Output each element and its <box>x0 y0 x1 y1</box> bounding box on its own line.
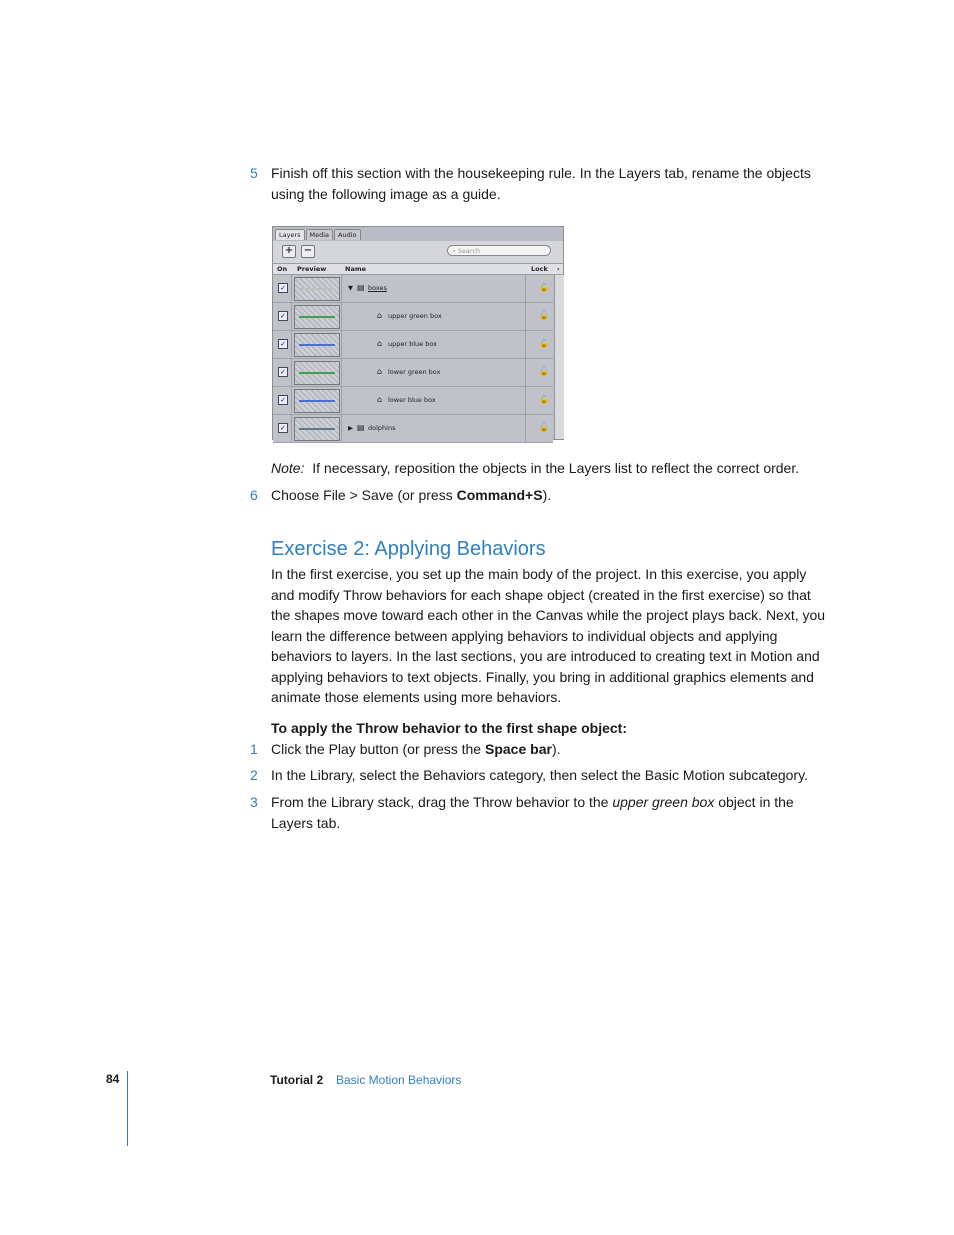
step-number: 3 <box>250 794 258 810</box>
lock-icon[interactable]: 🔓 <box>539 395 549 404</box>
lock-icon[interactable]: 🔓 <box>539 423 549 432</box>
page-number: 84 <box>106 1072 120 1086</box>
shape-icon: ⌂ <box>377 339 383 348</box>
layer-row[interactable] <box>273 331 553 359</box>
task-heading: To apply the Throw behavior to the first shape object: <box>271 720 627 736</box>
layers-panel-screenshot <box>272 226 564 440</box>
footer-divider <box>127 1071 128 1146</box>
step-text: From the Library stack, drag the Throw behavior to the upper green box object in the Layers tab. <box>271 794 794 831</box>
step-number: 6 <box>250 487 258 503</box>
col-lock: Lock <box>531 265 548 273</box>
shape-icon: ⌂ <box>377 395 383 404</box>
note <box>271 458 831 479</box>
visibility-checkbox[interactable]: ✓ <box>278 367 288 377</box>
group-icon: ▤ <box>357 283 365 292</box>
scrollbar[interactable] <box>554 275 564 439</box>
layer-row[interactable] <box>273 359 553 387</box>
group-icon: ▤ <box>357 423 365 432</box>
shape-icon: ⌂ <box>377 311 383 320</box>
layer-name[interactable]: dolphins <box>368 424 396 432</box>
add-layer-button[interactable]: + <box>282 245 296 258</box>
layer-row[interactable] <box>273 415 553 443</box>
step-number: 1 <box>250 741 258 757</box>
step-number: 5 <box>250 165 258 181</box>
layer-name[interactable]: lower green box <box>388 368 441 376</box>
layer-name[interactable]: upper blue box <box>388 340 437 348</box>
step-text: Click the Play button (or press the Space bar). <box>271 741 561 757</box>
layer-name[interactable]: boxes <box>368 284 387 292</box>
step-text: Choose File > Save (or press Command+S). <box>271 487 552 503</box>
visibility-checkbox[interactable]: ✓ <box>278 395 288 405</box>
panel-tabs <box>275 229 362 240</box>
layer-thumbnail <box>294 277 340 301</box>
layer-name[interactable]: upper green box <box>388 312 442 320</box>
lock-icon[interactable]: 🔓 <box>539 283 549 292</box>
lock-icon[interactable]: 🔓 <box>539 367 549 376</box>
layer-thumbnail <box>294 389 340 413</box>
expand-arrow-icon[interactable]: › <box>557 265 560 273</box>
panel-toolbar <box>273 241 563 264</box>
section-heading: Exercise 2: Applying Behaviors <box>271 538 546 560</box>
tab-audio[interactable]: Audio <box>334 229 360 240</box>
layer-thumbnail <box>294 305 340 329</box>
lock-icon[interactable]: 🔓 <box>539 311 549 320</box>
layer-thumbnail <box>294 333 340 357</box>
step-text: In the Library, select the Behaviors category, then select the Basic Motion subcategory. <box>271 767 808 783</box>
layer-row[interactable] <box>273 303 553 331</box>
disclosure-closed-icon[interactable]: ▶ <box>348 424 353 432</box>
visibility-checkbox[interactable]: ✓ <box>278 423 288 433</box>
col-on: On <box>277 265 288 273</box>
layer-row[interactable] <box>273 275 553 303</box>
layer-name[interactable]: lower blue box <box>388 396 436 404</box>
visibility-checkbox[interactable]: ✓ <box>278 339 288 349</box>
col-preview: Preview <box>297 265 327 273</box>
tab-layers[interactable]: Layers <box>275 229 305 240</box>
note-text: If necessary, reposition the objects in the Layers list to reflect the correct order. <box>312 460 800 476</box>
tab-media[interactable]: Media <box>306 229 334 240</box>
visibility-checkbox[interactable]: ✓ <box>278 283 288 293</box>
search-field[interactable] <box>447 245 551 256</box>
intro-paragraph: In the first exercise, you set up the main body of the project. In this exercise, you apply and modify Throw behaviors for each shape object (created in the first exercise) so that the shapes move toward each other in the Canvas while the project plays back. Next, you learn the difference between applying behaviors to individual objects and applying behaviors to layers. In the last sections, you are introduced to creating text in Motion and applying behaviors to text objects. Finally, you bring in additional graphics elements and animate those elements using more behaviors. <box>271 566 826 705</box>
search-icon: ⌕ <box>452 247 456 255</box>
footer-title: Basic Motion Behaviors <box>336 1073 462 1087</box>
search-placeholder: Search <box>457 247 481 255</box>
layer-thumbnail <box>294 417 340 441</box>
layer-row[interactable] <box>273 387 553 415</box>
col-name: Name <box>345 265 367 273</box>
layer-thumbnail <box>294 361 340 385</box>
lock-icon[interactable]: 🔓 <box>539 339 549 348</box>
disclosure-open-icon[interactable]: ▼ <box>348 284 353 292</box>
step-text: Finish off this section with the housekeeping rule. In the Layers tab, rename the objects using the following image as a guide. <box>271 165 811 202</box>
column-header <box>273 264 563 275</box>
step-number: 2 <box>250 767 258 783</box>
shape-icon: ⌂ <box>377 367 383 376</box>
visibility-checkbox[interactable]: ✓ <box>278 311 288 321</box>
footer-tutorial: Tutorial 2 <box>270 1073 324 1087</box>
remove-layer-button[interactable]: − <box>301 245 315 258</box>
note-label: Note: <box>271 460 305 476</box>
